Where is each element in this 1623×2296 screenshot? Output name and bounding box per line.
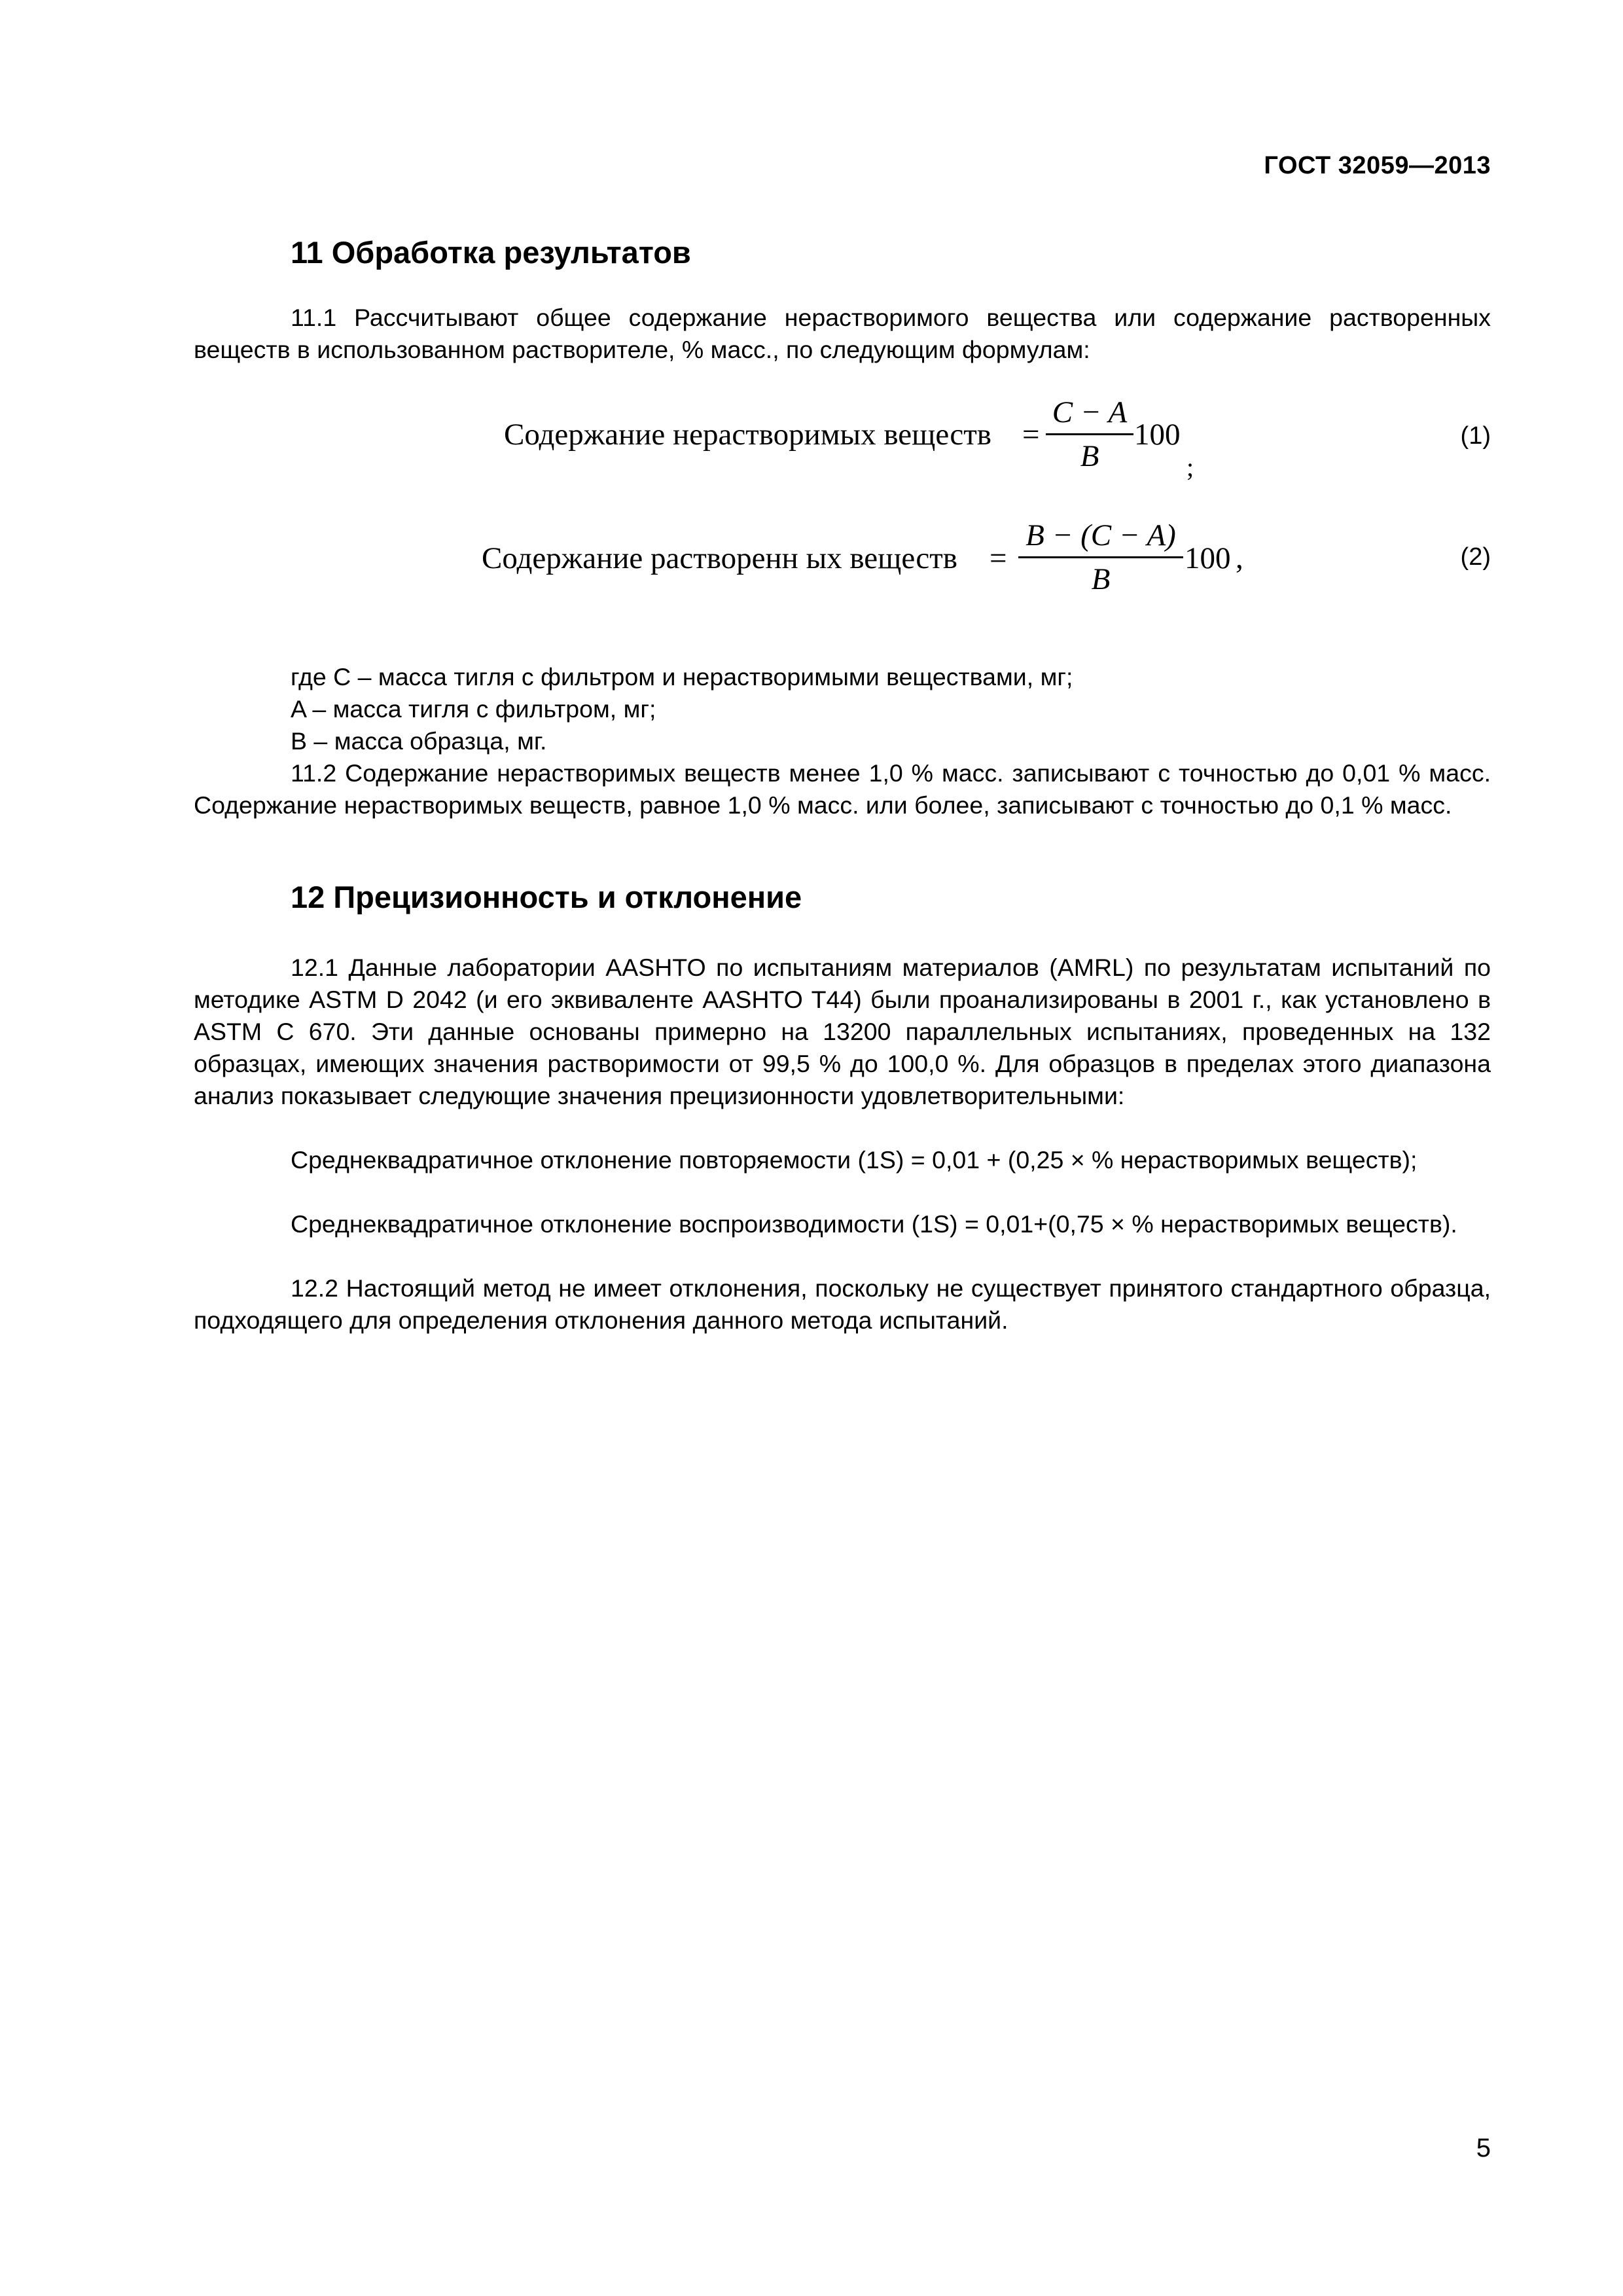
definition-c: где C – масса тигля с фильтром и нерастворимыми веществами, мг; [291, 663, 1073, 691]
repeatability-formula: Среднеквадратичное отклонение повторяемости (1S) = 0,01 + (0,25 × % нерастворимых веществ); [291, 1146, 1418, 1174]
formula-1-denominator: B [1080, 439, 1099, 473]
formula-1-number: (1) [1460, 422, 1491, 450]
formula-1-fraction [1046, 391, 1133, 477]
section-12-heading: 12 Прецизионность и отклонение [291, 880, 802, 914]
formula-2-numerator: B − (C − A) [1026, 518, 1176, 552]
formula-1-factor: 100 [1134, 418, 1181, 452]
formula-1-equals: = [1022, 418, 1040, 452]
formula-2-tail: , [1236, 541, 1243, 575]
section-11-heading: 11 Обработка результатов [291, 235, 691, 270]
formula-1-label: Содержание нерастворимых веществ [504, 418, 991, 452]
document-code: ГОСТ 32059—2013 [1264, 152, 1491, 179]
page-number: 5 [1476, 2134, 1491, 2162]
formula-2-fraction [1018, 514, 1183, 600]
formula-2-number: (2) [1460, 543, 1491, 571]
reproducibility-formula: Среднеквадратичное отклонение воспроизводимости (1S) = 0,01+(0,75 × % нерастворимых веществ). [291, 1210, 1457, 1238]
formula-2-equals: = [990, 541, 1007, 575]
formula-2-denominator: B [1091, 562, 1111, 596]
formula-1-tail: ; [1186, 452, 1194, 482]
formula-1-numerator: C − A [1052, 395, 1128, 429]
paragraph-11-2: 11.2 Содержание нерастворимых веществ менее 1,0 % масс. записывают с точностью до 0,01 % масс. Содержание нерастворимых веществ, равное 1,0 % масс. или более, записывают с точностью до 0,1 % масс. [194, 759, 1491, 819]
formula-2-label: Содержание растворенн ых веществ [482, 541, 957, 575]
paragraph-12-1: 12.1 Данные лаборатории AASHTO по испытаниям материалов (AMRL) по результатам испытаний по методике ASTM D 2042 (и его эквиваленте AASHTO T44) были проанализированы в 2001 г., как установлено в ASTM C 670. Эти данные основаны примерно на 13200 параллельных испытаниях, проведенных на 132 образцах, имеющих значения растворимости от 99,5 % до 100,0 %. Для образцов в пределах этого диапазона анализ показывает следующие значения прецизионности удовлетворительными: [194, 954, 1491, 1109]
definition-a: A – масса тигля с фильтром, мг; [291, 695, 656, 723]
paragraph-12-2: 12.2 Настоящий метод не имеет отклонения, поскольку не существует принятого стандартного образца, подходящего для определения отклонения данного метода испытаний. [194, 1274, 1491, 1334]
formula-2-factor: 100 [1185, 541, 1231, 575]
paragraph-11-1: 11.1 Рассчитывают общее содержание нерастворимого вещества или содержание растворенных веществ в использованном растворителе, % масс., по следующим формулам: [194, 304, 1491, 363]
definition-b: B – масса образца, мг. [291, 727, 547, 755]
